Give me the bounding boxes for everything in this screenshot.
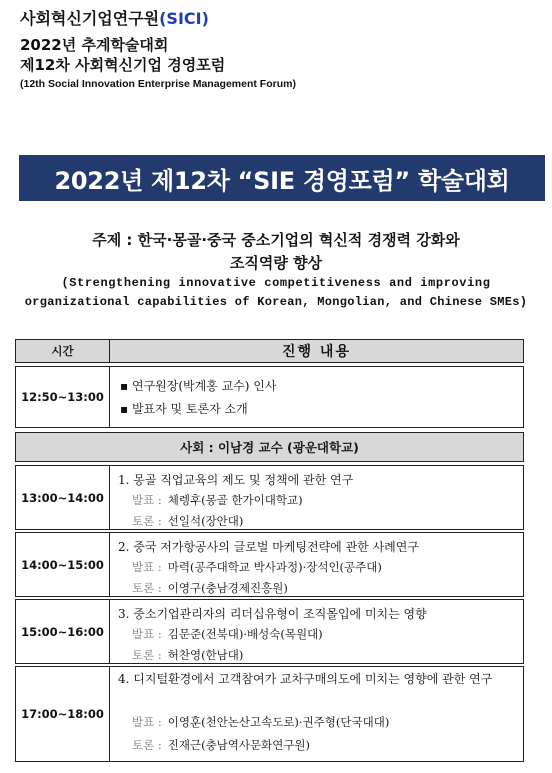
opening-content bbox=[110, 367, 523, 427]
session-content bbox=[110, 533, 523, 596]
session-row bbox=[15, 599, 524, 664]
banner-title: 2022년 제12차 “SIE 경영포럼” 학술대회 bbox=[54, 166, 510, 195]
session-row bbox=[15, 465, 524, 530]
session-time: 17:00∼18:00 bbox=[16, 667, 110, 761]
presenter-line bbox=[132, 626, 323, 642]
opening-time: 12:50∼13:00 bbox=[16, 367, 110, 427]
org-acronym: (SICI) bbox=[159, 9, 209, 28]
event-banner bbox=[19, 155, 545, 201]
session-title: 1. 몽골 직업교육의 제도 및 정책에 관한 연구 bbox=[118, 473, 354, 487]
presenter-names: 김문준(전북대)·배성숙(목원대) bbox=[167, 627, 323, 641]
opening-row bbox=[15, 366, 524, 428]
discussant-label: 토론 : bbox=[132, 738, 162, 752]
opening-item: ▪ 발표자 및 토론자 소개 bbox=[120, 402, 248, 416]
presenter-line bbox=[132, 492, 303, 508]
forum-title: 제12차 사회혁신기업 경영포럼 bbox=[20, 56, 226, 74]
session-content bbox=[110, 600, 523, 663]
presenter-names: 마력(공주대학교 박사과정)·장석인(공주대) bbox=[167, 560, 382, 574]
theme-english-line-1: (Strengthening innovative competitiveness and improving bbox=[61, 276, 491, 290]
presenter-line bbox=[132, 714, 389, 730]
presenter-label: 발표 : bbox=[132, 560, 162, 574]
discussant-line bbox=[132, 513, 243, 529]
header-time: 시간 bbox=[16, 340, 110, 362]
header-content: 진행 내용 bbox=[282, 344, 351, 360]
discussant-names: 허찬영(한남대) bbox=[167, 648, 244, 662]
theme-english-line-2: organizational capabilities of Korean, Mongolian, and Chinese SMEs) bbox=[24, 295, 528, 309]
opening-item: ▪ 연구원장(박계홍 교수) 인사 bbox=[120, 379, 277, 393]
presenter-line bbox=[132, 559, 382, 575]
presenter-label: 발표 : bbox=[132, 715, 162, 729]
discussant-names: 선일석(장안대) bbox=[167, 514, 244, 528]
session-row bbox=[15, 532, 524, 597]
organization-name bbox=[20, 6, 209, 29]
theme-line-2: 조직역량 향상 bbox=[229, 254, 323, 272]
forum-english-title: (12th Social Innovation Enterprise Management Forum) bbox=[20, 78, 296, 90]
discussant-label: 토론 : bbox=[132, 514, 162, 528]
presenter-label: 발표 : bbox=[132, 493, 162, 507]
event-subtitle: 2022년 추계학술대회 bbox=[20, 36, 169, 54]
presenter-label: 발표 : bbox=[132, 627, 162, 641]
chair-row bbox=[15, 432, 524, 462]
discussant-label: 토론 : bbox=[132, 648, 162, 662]
session-time: 13:00∼14:00 bbox=[16, 466, 110, 529]
org-name-text: 사회혁신기업연구원 bbox=[20, 9, 160, 28]
session-content bbox=[110, 466, 523, 529]
presenter-names: 체렝후(몽골 한가이대학교) bbox=[167, 493, 303, 507]
session-title: 2. 중국 저가항공사의 글로벌 마케팅전략에 관한 사례연구 bbox=[118, 540, 419, 554]
discussant-line bbox=[132, 647, 243, 663]
session-time: 14:00∼15:00 bbox=[16, 533, 110, 596]
discussant-line bbox=[132, 737, 310, 753]
theme-line-1: 주제 : 한국·몽골·중국 중소기업의 혁신적 경쟁력 강화와 bbox=[92, 231, 460, 249]
discussant-line bbox=[132, 580, 288, 596]
session-title: 3. 중소기업관리자의 리더십유형이 조직몰입에 미치는 영향 bbox=[118, 607, 427, 621]
session-row bbox=[15, 666, 524, 762]
discussant-names: 이영구(충남경제진흥원) bbox=[167, 581, 288, 595]
presenter-names: 이영훈(천안논산고속도로)·권주형(단국대대) bbox=[167, 715, 390, 729]
discussant-label: 토론 : bbox=[132, 581, 162, 595]
session-title: 4. 디지털환경에서 고객참여가 교차구매의도에 미치는 영향에 관한 연구 bbox=[118, 672, 493, 686]
discussant-names: 진재근(충남역사문화연구원) bbox=[167, 738, 311, 752]
chair-text: 사회 : 이남경 교수 (광운대학교) bbox=[180, 440, 359, 455]
table-header-row bbox=[15, 339, 524, 363]
session-time: 15:00∼16:00 bbox=[16, 600, 110, 663]
session-content bbox=[110, 667, 523, 761]
